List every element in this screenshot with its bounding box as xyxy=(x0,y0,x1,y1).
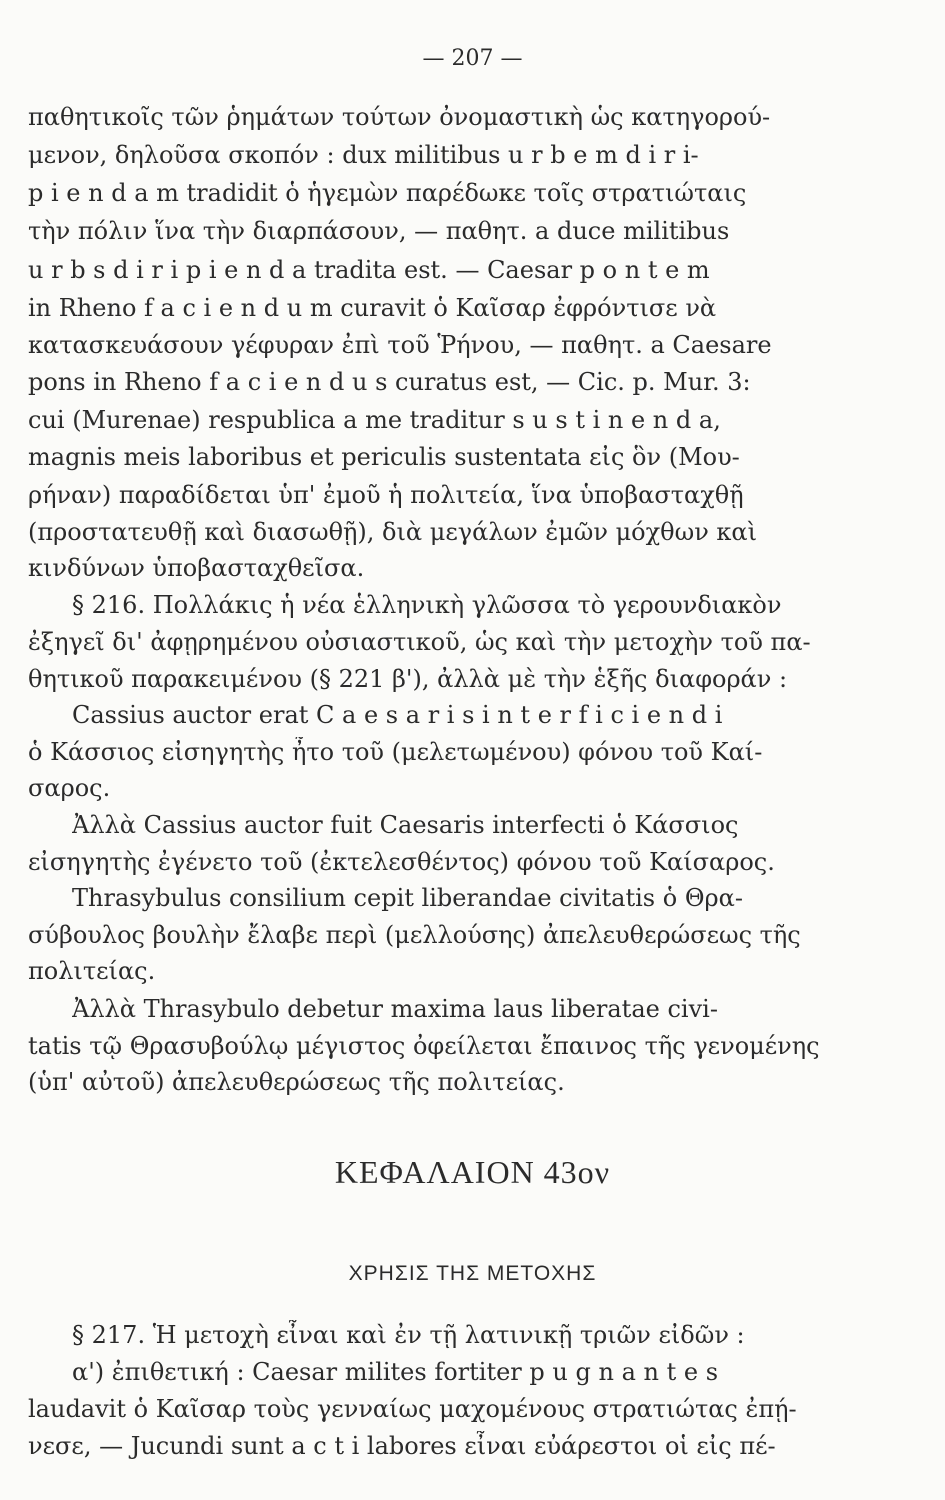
text-line: (ὑπ' αὐτοῦ) ἀπελευθερώσεως τῆς πολιτείας. xyxy=(28,1068,565,1096)
text-line: tatis τῷ Θρασυβούλῳ μέγιστος ὀφείλεται ἔπαινος τῆς γενομένης xyxy=(28,1032,820,1060)
example-line: Thrasybulus consilium cepit liberandae civitatis ὁ Θρα- xyxy=(72,884,743,912)
text-line: εἰσηγητὴς ἐγένετο τοῦ (ἐκτελεσθέντος) φόνου τοῦ Καίσαρος. xyxy=(28,848,775,876)
text-line: πολιτείας. xyxy=(28,957,156,985)
example-line: Ἀλλὰ Thrasybulo debetur maxima laus liberatae civi- xyxy=(72,995,718,1023)
text-line: νεσε, — Jucundi sunt a c t i labores εἶναι εὐάρεστοι οἱ εἰς πέ- xyxy=(28,1432,776,1460)
text-line: ὁ Κάσσιος εἰσηγητὴς ἦτο τοῦ (μελετωμένου) φόνου τοῦ Καί- xyxy=(28,738,763,766)
text-line: in Rheno f a c i e n d u m curavit ὁ Καῖσαρ ἐφρόντισε νὰ xyxy=(28,294,717,322)
text-line: σύβουλος βουλὴν ἔλαβε περὶ (μελλούσης) ἀπελευθερώσεως τῆς xyxy=(28,921,801,949)
example-line: Ἀλλὰ Cassius auctor fuit Caesaris interfecti ὁ Κάσσιος xyxy=(72,811,739,839)
section-217-start: § 217. Ἡ μετοχὴ εἶναι καὶ ἐν τῇ λατινικῇ τριῶν εἰδῶν : xyxy=(72,1321,745,1349)
text-line: laudavit ὁ Καῖσαρ τοὺς γενναίως μαχομένους στρατιώτας ἐπῄ- xyxy=(28,1395,797,1423)
text-line: ἐξηγεῖ δι' ἀφῃρημένου οὐσιαστικοῦ, ὡς καὶ τὴν μετοχὴν τοῦ πα- xyxy=(28,628,811,656)
text-line: magnis meis laboribus et periculis sustentata εἰς ὃν (Μου- xyxy=(28,443,740,471)
text-line: μενον, δηλοῦσα σκοπόν : dux militibus u r b e m d i r i- xyxy=(28,141,699,169)
text-line: (προστατευθῇ καὶ διασωθῇ), διὰ μεγάλων ἐμῶν μόχθων καὶ xyxy=(28,518,758,546)
text-line: ρήναν) παραδίδεται ὑπ' ἐμοῦ ἡ πολιτεία, ἵνα ὑποβασταχθῇ xyxy=(28,481,744,509)
text-line: παθητικοῖς τῶν ῥημάτων τούτων ὀνομαστικὴ ὡς κατηγορού- xyxy=(28,103,771,131)
chapter-subtitle: ΧΡΗΣΙΣ ΤΗΣ ΜΕΤΟΧΗΣ xyxy=(348,1262,597,1285)
text-line: σαρος. xyxy=(28,774,111,802)
text-line: u r b s d i r i p i e n d a tradita est. — Caesar p o n t e m xyxy=(28,256,710,284)
example-line: Cassius auctor erat C a e s a r i s i n t e r f i c i e n d i xyxy=(72,701,723,729)
text-line: pons in Rheno f a c i e n d u s curatus est, — Cic. p. Mur. 3: xyxy=(28,368,751,396)
text-line: α') ἐπιθετική : Caesar milites fortiter p u g n a n t e s xyxy=(72,1358,719,1386)
text-line: p i e n d a m tradidit ὁ ἡγεμὼν παρέδωκε τοῖς στρατιώταις xyxy=(28,179,747,207)
chapter-title: ΚΕΦΑΛΑΙΟΝ 43ον xyxy=(334,1154,611,1190)
section-216-start: § 216. Πολλάκις ἡ νέα ἑλληνικὴ γλῶσσα τὸ γερουνδιακὸν xyxy=(72,591,782,619)
text-line: τὴν πόλιν ἵνα τὴν διαρπάσουν, — παθητ. a duce militibus xyxy=(28,217,730,245)
text-line: cui (Murenae) respublica a me traditur s u s t i n e n d a, xyxy=(28,406,721,434)
text-line: κινδύνων ὑποβασταχθεῖσα. xyxy=(28,554,365,582)
page-number: — 207 — xyxy=(422,46,523,71)
text-line: κατασκευάσουν γέφυραν ἐπὶ τοῦ Ῥήνου, — παθητ. a Caesare xyxy=(28,331,772,359)
text-line: θητικοῦ παρακειμένου (§ 221 β'), ἀλλὰ μὲ τὴν ἑξῆς διαφοράν : xyxy=(28,665,788,693)
